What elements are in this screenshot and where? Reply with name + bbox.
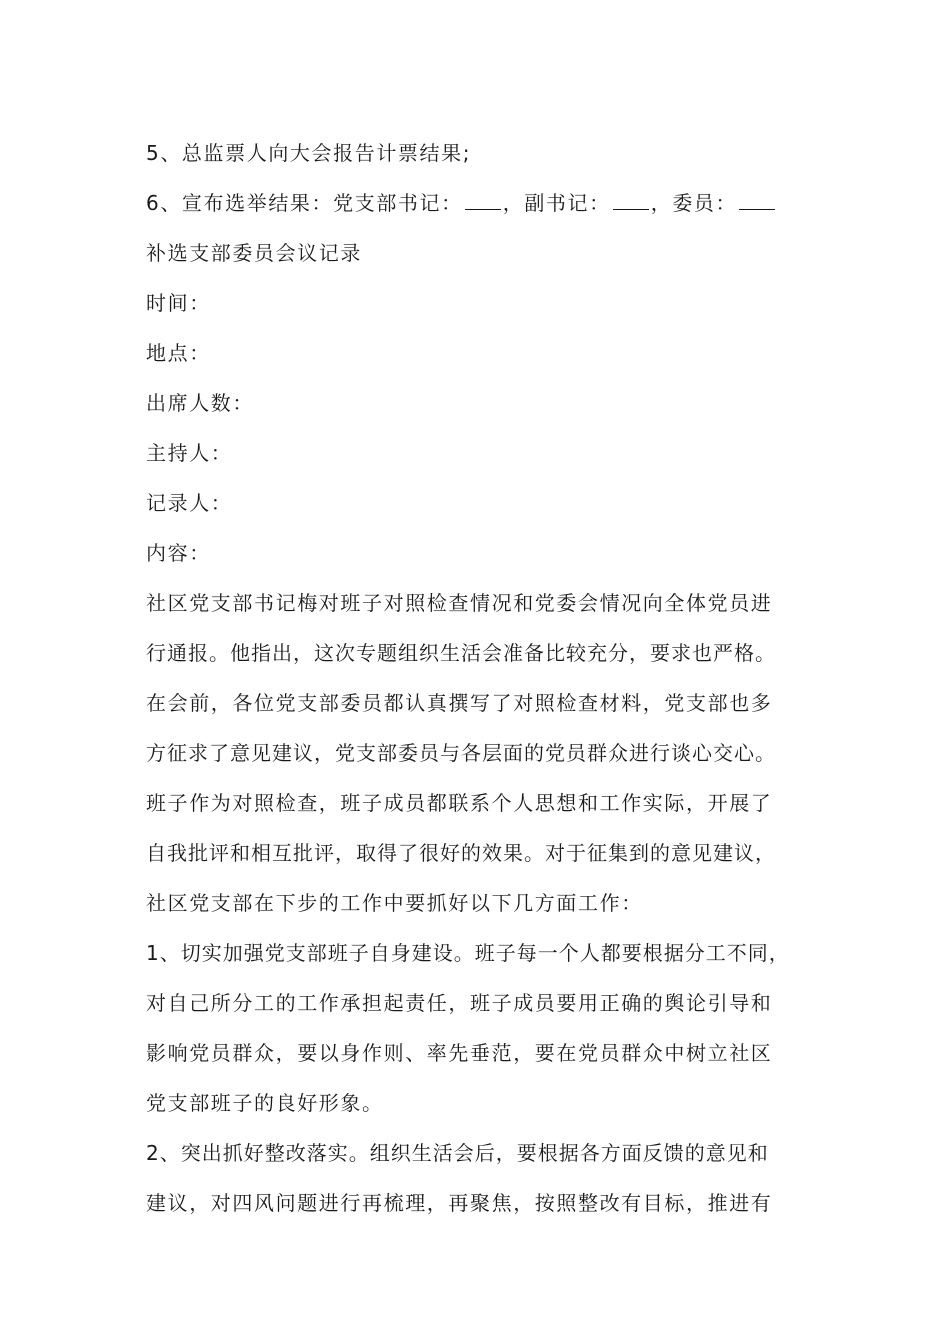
body-line: 社区党支部在下步的工作中要抓好以下几方面工作： [146, 891, 643, 915]
body-line: 在会前，各位党支部委员都认真撰写了对照检查材料，党支部也多 [146, 691, 773, 715]
item-6-line [146, 178, 836, 228]
item-5-line: 5、总监票人向大会报告计票结果; [146, 141, 472, 165]
item-6-mid2: ，委员： [650, 191, 738, 215]
body-line: 自我批评和相互批评，取得了很好的效果。对于征集到的意见建议， [146, 841, 776, 865]
document-body [146, 128, 836, 1228]
body-line: 社区党支部书记梅对班子对照检查情况和党委会情况向全体党员进 [146, 591, 773, 615]
body-line: 对自己所分工的工作承担起责任，班子成员要用正确的舆论引导和 [146, 991, 773, 1015]
body-line: 建议，对四风问题进行再梳理，再聚焦，按照整改有目标，推进有 [146, 1191, 773, 1215]
field-attendance: 出席人数： [146, 391, 254, 415]
body-line: 1、切实加强党支部班子自身建设。班子每一个人都要根据分工不同， [146, 941, 790, 965]
field-recorder: 记录人： [146, 491, 233, 515]
body-line: 方征求了意见建议，党支部委员与各层面的党员群众进行谈心交心。 [146, 741, 776, 765]
field-host: 主持人： [146, 441, 233, 465]
secretary-blank [465, 191, 501, 210]
committee-member-blank [739, 191, 775, 210]
field-time: 时间： [146, 291, 211, 315]
body-line: 党支部班子的良好形象。 [146, 1091, 384, 1115]
field-content: 内容： [146, 541, 211, 565]
field-place: 地点： [146, 341, 211, 365]
item-6-mid1: ，副书记： [502, 191, 611, 215]
record-title: 补选支部委员会议记录 [146, 241, 362, 265]
body-line: 班子作为对照检查，班子成员都联系个人思想和工作实际，开展了 [146, 791, 773, 815]
body-line: 行通报。他指出，这次专题组织生活会准备比较充分，要求也严格。 [146, 641, 776, 665]
item-6-prefix: 6、宣布选举结果：党支部书记： [146, 191, 463, 215]
body-line: 影响党员群众，要以身作则、率先垂范，要在党员群众中树立社区 [146, 1041, 773, 1065]
deputy-secretary-blank [613, 191, 649, 210]
body-line: 2、突出抓好整改落实。组织生活会后，要根据各方面反馈的意见和 [146, 1141, 769, 1165]
